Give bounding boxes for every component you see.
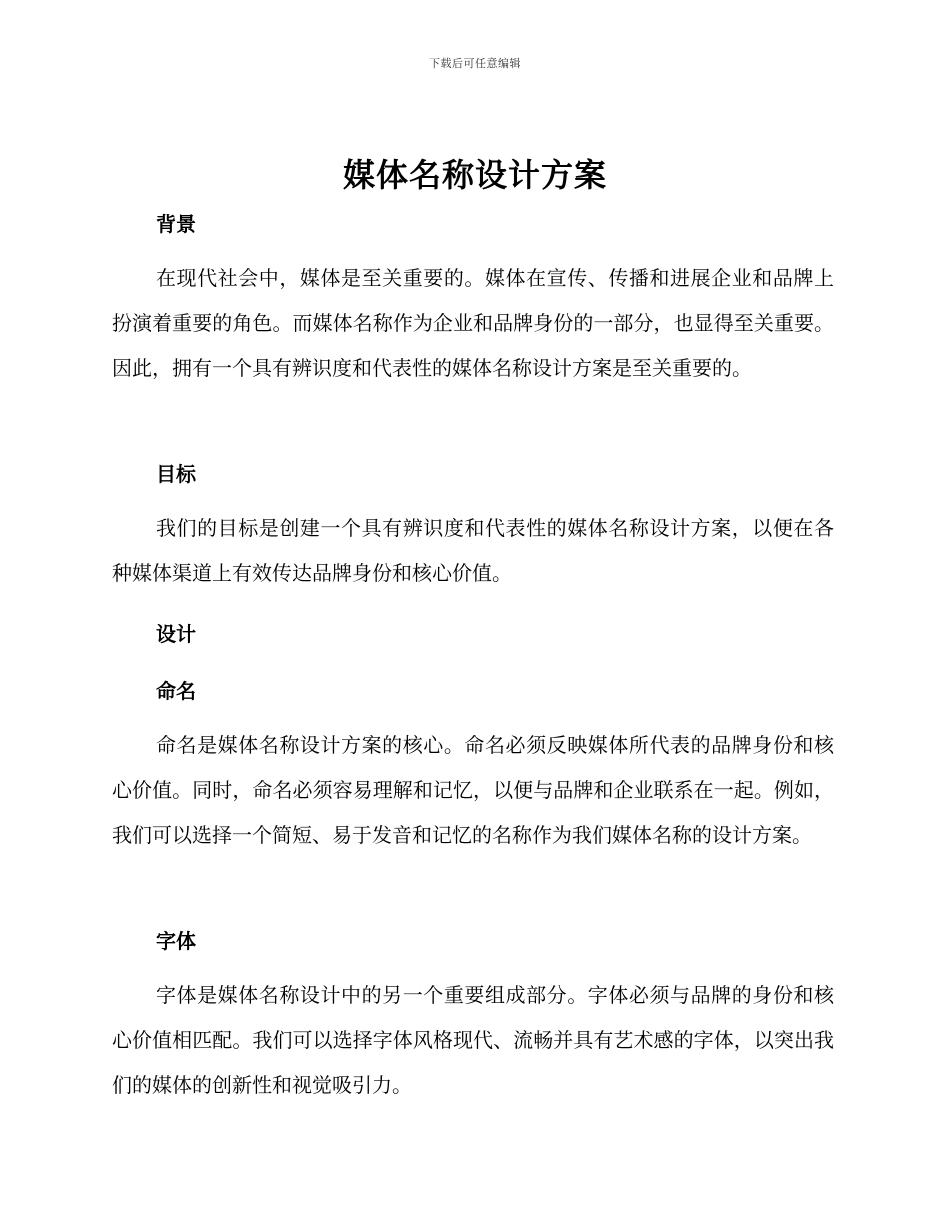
document-title: 媒体名称设计方案: [342, 156, 607, 194]
paragraph-goal: 我们的目标是创建一个具有辨识度和代表性的媒体名称设计方案，以便在各种媒体渠道上有效传达品牌身份和核心价值。: [112, 516, 834, 585]
paragraph-background: 在现代社会中，媒体是至关重要的。媒体在宣传、传播和进展企业和品牌上扮演着重要的角色。而媒体名称作为企业和品牌身份的一部分，也显得至关重要。因此，拥有一个具有辨识度和代表性的媒体名称设计方案是至关重要的。: [112, 266, 834, 380]
paragraph-font: 字体是媒体名称设计中的另一个重要组成部分。字体必须与品牌的身份和核心价值相匹配。我们可以选择字体风格现代、流畅并具有艺术感的字体，以突出我们的媒体的创新性和视觉吸引力。: [112, 983, 834, 1097]
section-heading-design: 设计: [156, 622, 196, 646]
paragraph-naming: 命名是媒体名称设计方案的核心。命名必须反映媒体所代表的品牌身份和核心价值。同时，命名必须容易理解和记忆，以便与品牌和企业联系在一起。例如，我们可以选择一个简短、易于发音和记忆的名称作为我们媒体名称的设计方案。: [112, 733, 834, 847]
section-heading-font: 字体: [156, 929, 196, 953]
section-heading-goal: 目标: [156, 462, 196, 486]
section-heading-background: 背景: [156, 212, 196, 236]
section-heading-naming: 命名: [156, 679, 196, 703]
header-note: 下载后可任意编辑: [429, 57, 521, 70]
